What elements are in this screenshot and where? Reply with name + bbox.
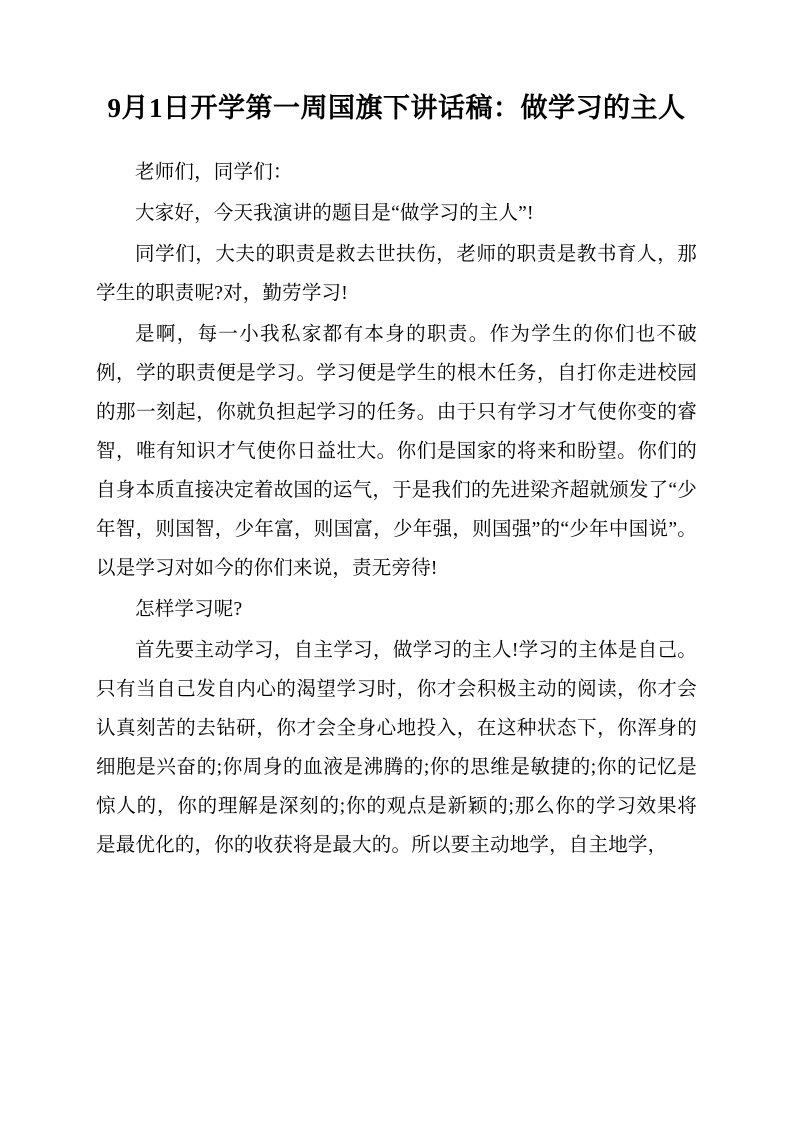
paragraph: 大家好，今天我演讲的题目是“做学习的主人”! — [135, 202, 534, 224]
document-body — [96, 153, 697, 865]
paragraph: 怎样学习呢? — [135, 598, 243, 620]
page-title: 9月1日开学第一周国旗下讲话稿：做学习的主人 — [107, 93, 686, 123]
paragraph: 同学们，大夫的职责是救去世扶伤，老师的职责是教书育人，那学生的职责呢?对，勤劳学习! — [96, 243, 697, 304]
paragraph: 首先要主动学习，自主学习，做学习的主人!学习的主体是自己。只有当自己发自内心的渴望学习时，你才会积极主动的阅读，你才会认真刻苦的去钻研，你才会全身心地投入，在这种状态下，你浑身的细胞是兴奋的;你周身的血液是沸腾的;你的思维是敏捷的;你的记忆是惊人的，你的理解是深刻的;你的观点是新颖的;那么你的学习效果将是最优化的，你的收获将是最大的。所以要主动地学，自主地学， — [96, 639, 697, 856]
paragraph: 老师们，同学们： — [135, 161, 293, 183]
paragraph: 是啊，每一小我私家都有本身的职责。作为学生的你们也不破例，学的职责便是学习。学习便是学生的根木任务，自打你走进校园的那一刻起，你就负担起学习的任务。由于只有学习才气使你变的睿智，唯有知识才气使你日益壮大。你们是国家的将来和盼望。你们的自身本质直接决定着故国的运气，于是我们的先进梁齐超就颁发了“少年智，则国智，少年富，则国富，少年强，则国强”的“少年中国说”。以是学习对如今的你们来说，责无旁待! — [96, 323, 697, 579]
